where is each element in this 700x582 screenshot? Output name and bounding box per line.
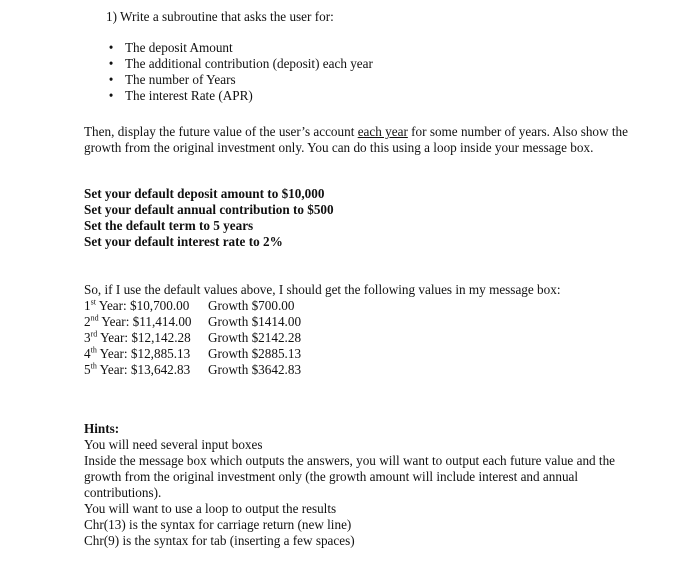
list-item: • The number of Years	[106, 72, 373, 88]
default-values	[84, 186, 334, 250]
bullet-icon: •	[108, 40, 114, 55]
hint-item: Chr(9) is the syntax for tab (inserting a few spaces)	[84, 533, 355, 548]
list-item: • The interest Rate (APR)	[106, 88, 373, 104]
result-growth: Growth $700.00	[208, 298, 295, 313]
bullet-icon: •	[108, 88, 114, 103]
result-growth: Growth $2885.13	[208, 346, 302, 361]
bullet-icon: •	[108, 56, 114, 71]
result-year: 4th Year: $12,885.13	[84, 345, 191, 361]
question-heading: 1) Write a subroutine that asks the user for:	[106, 9, 334, 24]
result-year: 5th Year: $13,642.83	[84, 361, 191, 377]
default-rate: Set your default interest rate to 2%	[84, 234, 283, 249]
hints-list	[84, 437, 644, 549]
result-row	[84, 330, 301, 346]
bullet-icon: •	[108, 72, 114, 87]
default-term: Set the default term to 5 years	[84, 218, 254, 233]
default-deposit: Set your default deposit amount to $10,000	[84, 186, 325, 201]
result-row	[84, 298, 301, 314]
instructions-paragraph: Then, display the future value of the user’s account each year for some number of years. Also show the growth from the original investment only. You can do this using a loop inside your message box.	[84, 124, 628, 155]
list-item: • The deposit Amount	[106, 40, 373, 56]
example-intro: So, if I use the default values above, I should get the following values in my message box:	[84, 282, 561, 297]
result-year: 2nd Year: $11,414.00	[84, 313, 192, 329]
result-row	[84, 346, 301, 362]
hint-item: Inside the message box which outputs the answers, you will want to output each future value and the growth from the original investment only (the growth amount will include interest and annual contributions).	[84, 453, 616, 500]
hints-title: Hints:	[84, 421, 120, 436]
list-item: • The additional contribution (deposit) each year	[106, 56, 373, 72]
hint-item: Chr(13) is the syntax for carriage return (new line)	[84, 517, 352, 532]
hint-item: You will want to use a loop to output the results	[84, 501, 337, 516]
result-growth: Growth $1414.00	[208, 314, 302, 329]
input-list	[106, 40, 373, 104]
result-row	[84, 314, 301, 330]
hint-item: You will need several input boxes	[84, 437, 263, 452]
result-growth: Growth $2142.28	[208, 330, 302, 345]
result-growth: Growth $3642.83	[208, 362, 302, 377]
underlined-phrase: each year	[357, 124, 408, 139]
result-year: 1st Year: $10,700.00	[84, 297, 190, 313]
result-row	[84, 362, 301, 378]
result-year: 3rd Year: $12,142.28	[84, 329, 191, 345]
results-list	[84, 298, 301, 378]
default-contribution: Set your default annual contribution to $500	[84, 202, 334, 217]
